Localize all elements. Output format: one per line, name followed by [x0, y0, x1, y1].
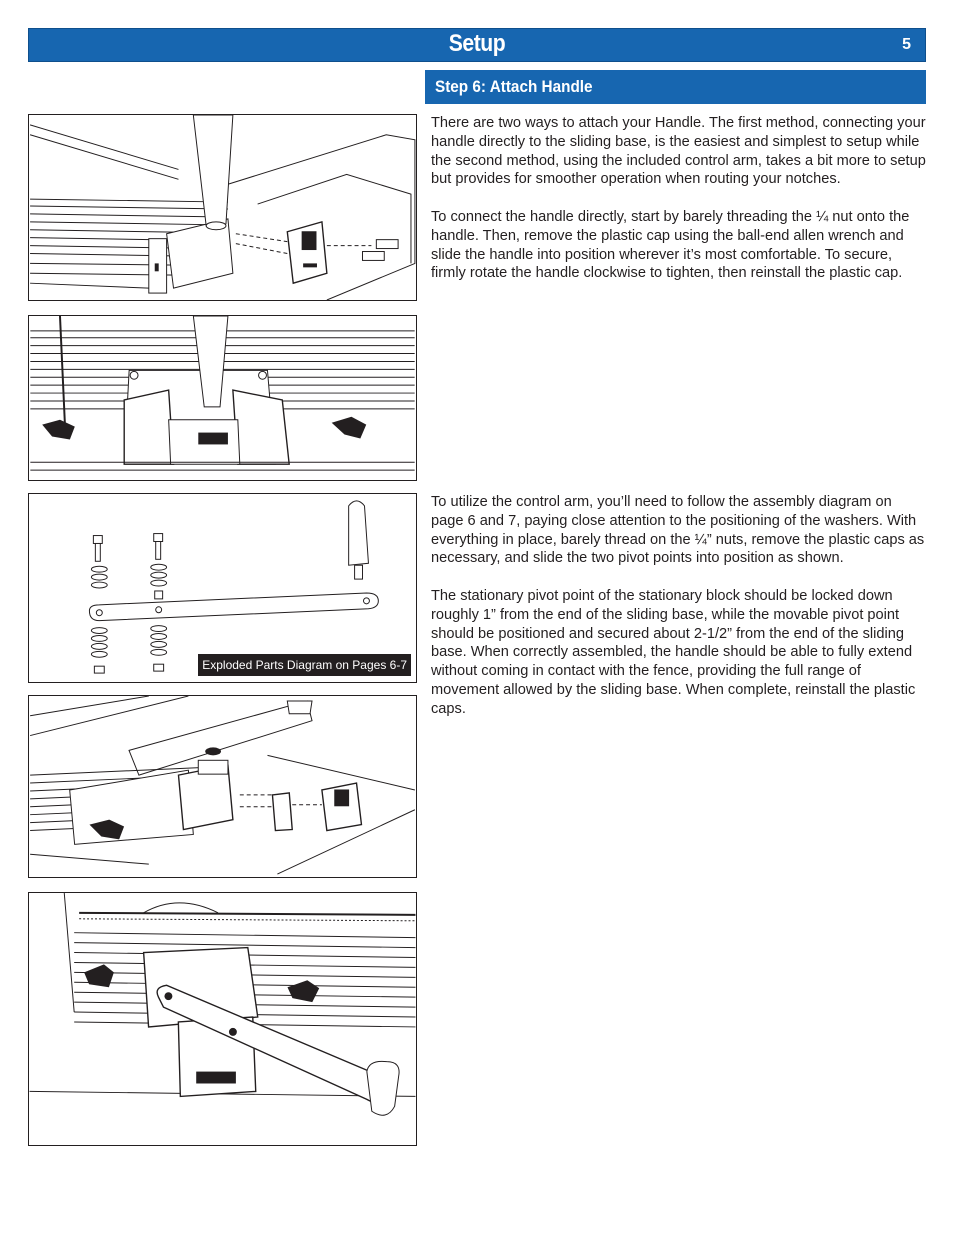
- control-arm-text: [431, 493, 926, 737]
- step-header: [425, 70, 926, 104]
- illustration-control-arm-attach: [29, 696, 416, 877]
- illustration-handle-direct: [29, 115, 416, 300]
- exploded-diagram-caption: Exploded Parts Diagram on Pages 6-7: [198, 654, 411, 676]
- intro-text: [431, 114, 926, 302]
- page-number: 5: [902, 36, 911, 53]
- page-title: Setup: [448, 30, 506, 57]
- figure-control-arm-exploded: [28, 493, 417, 683]
- figure-handle-installed: [28, 315, 417, 481]
- paragraph-intro: There are two ways to attach your Handle. The first method, connecting your handle directly to the sliding base, is the easiest and simplest to setup while the second method, using the included control arm, takes a bit more to setup but provides for smoother operation when routing your notches.: [431, 115, 926, 188]
- paragraph-direct-attach: To connect the handle directly, start by barely threading the ¼ nut onto the handle. Then, remove the plastic cap using the ball-end allen wrench and slide the handle into position wherever it’s most comfortable. To secure, firmly rotate the handle clockwise to tighten, then reinstall the plastic cap.: [431, 208, 910, 282]
- figure-control-arm-attach: [28, 695, 417, 878]
- illustration-handle-installed: [29, 316, 416, 480]
- figure-control-arm-assembled: [28, 892, 417, 1146]
- page-header: [28, 28, 926, 62]
- paragraph-control-arm: To utilize the control arm, you’ll need to follow the assembly diagram on page 6 and 7, paying close attention to the positioning of the washers. With everything in place, barely thread on the ¼” nuts, remove the plastic caps as necessary, and slide the two pivot points into position as shown.: [431, 494, 925, 567]
- illustration-control-arm-assembled: [29, 893, 416, 1145]
- step-title: Step 6: Attach Handle: [435, 77, 593, 96]
- paragraph-pivot-points: The stationary pivot point of the stationary block should be locked down roughly 1” from the end of the sliding base, while the movable pivot point should be positioned and secured about 2-1/2” from the end of the sliding base. When correctly assembled, the handle should be able to fully extend without coming in contact with the fence, providing the full range of movement allowed by the sliding base. When complete, reinstall the plastic caps.: [431, 587, 916, 717]
- figure-handle-direct-exploded: [28, 114, 417, 301]
